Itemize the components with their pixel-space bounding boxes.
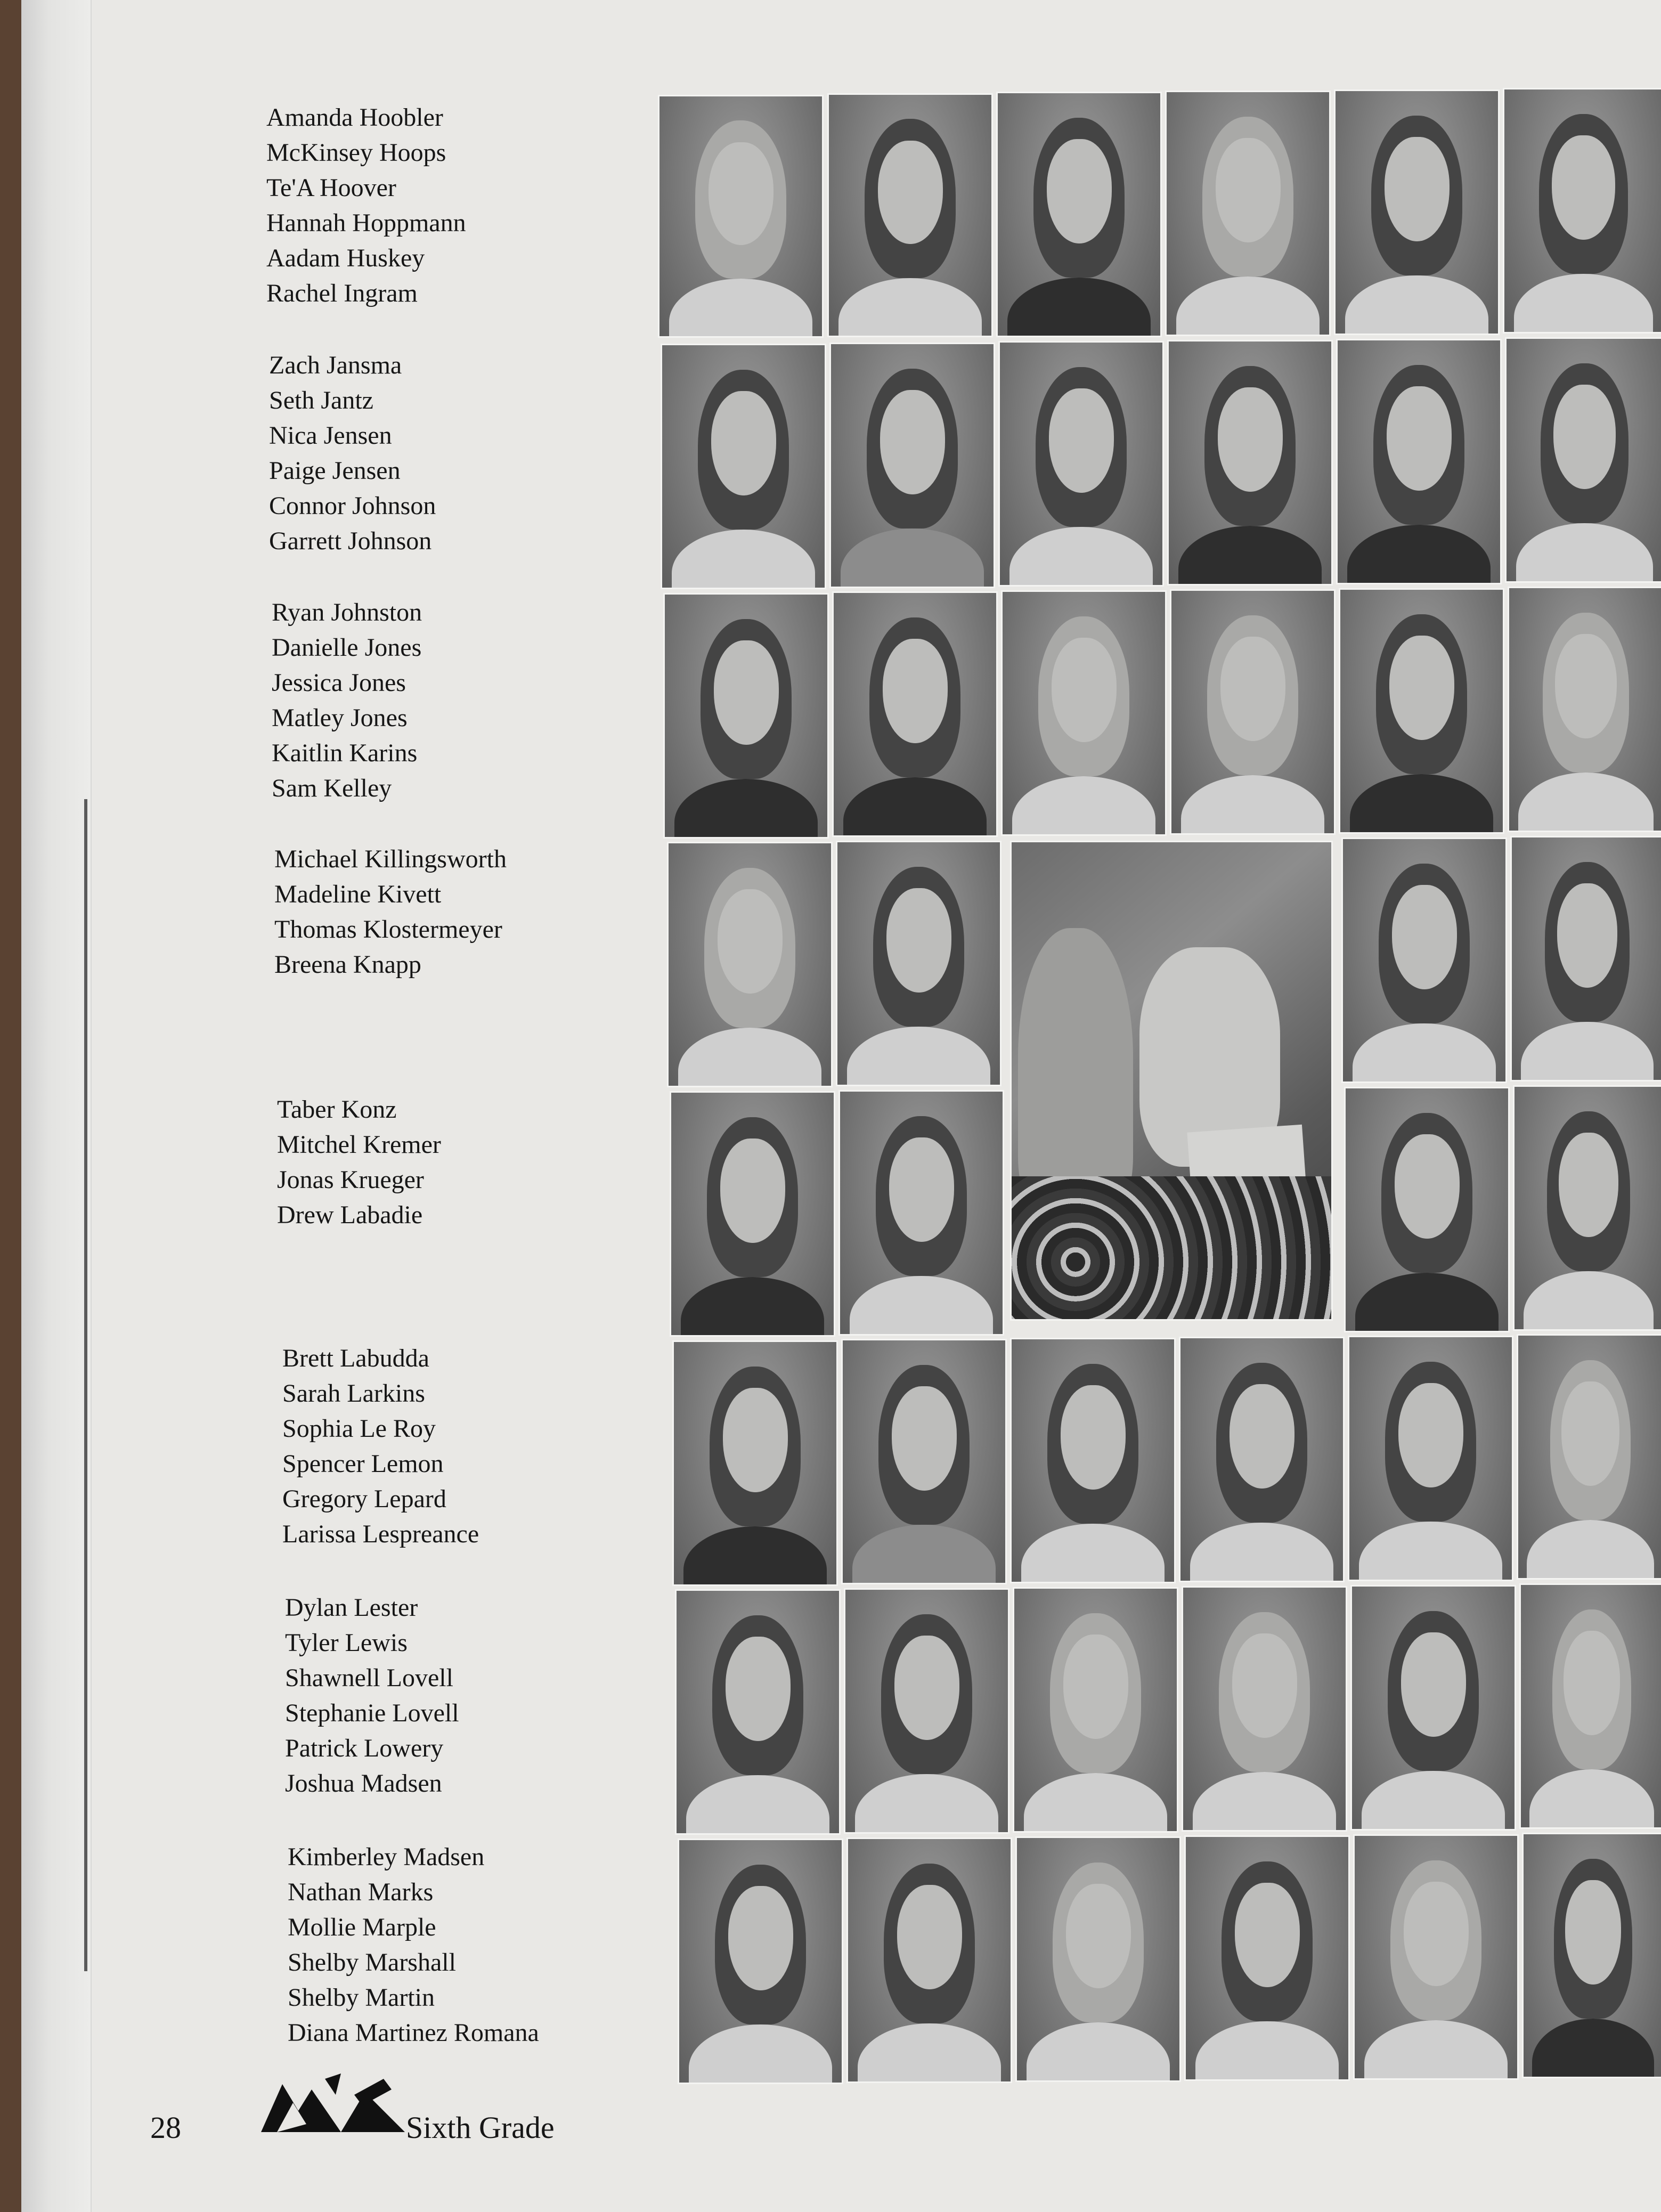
student-photo xyxy=(1336,339,1502,584)
student-name: Gregory Lepard xyxy=(282,1485,446,1513)
student-photo xyxy=(1513,1085,1661,1331)
student-photo xyxy=(1001,590,1167,836)
student-name: Taber Konz xyxy=(277,1095,397,1124)
student-photo xyxy=(996,92,1162,337)
student-name: Dylan Lester xyxy=(285,1593,418,1622)
student-photo xyxy=(1182,1586,1347,1832)
student-name: Joshua Madsen xyxy=(285,1769,442,1798)
student-name: Nica Jensen xyxy=(269,421,392,450)
student-photo xyxy=(1341,837,1507,1083)
student-photo xyxy=(836,841,1002,1086)
student-photo xyxy=(1010,1338,1176,1583)
student-photo xyxy=(846,1837,1012,2083)
student-photo xyxy=(1015,1836,1181,2082)
student-photo xyxy=(658,95,824,338)
student-photo xyxy=(672,1340,838,1586)
student-photo xyxy=(827,93,993,337)
student-photo xyxy=(1505,337,1661,583)
page-edge xyxy=(21,0,92,2212)
student-name: Kimberley Madsen xyxy=(288,1843,485,1871)
student-name: Aadam Huskey xyxy=(266,244,425,272)
student-name: Shawnell Lovell xyxy=(285,1664,453,1692)
student-photo xyxy=(1344,1087,1510,1332)
student-photo xyxy=(1339,588,1504,834)
student-photo xyxy=(1334,90,1500,335)
student-photo xyxy=(670,1091,835,1337)
student-photo xyxy=(838,1090,1004,1336)
student-name: Jessica Jones xyxy=(272,669,406,697)
student-photo xyxy=(1522,1833,1661,2078)
student-name: Brett Labudda xyxy=(282,1344,429,1372)
student-name: Rachel Ingram xyxy=(266,279,418,307)
student-photo xyxy=(1350,1585,1516,1831)
student-name: Shelby Marshall xyxy=(288,1948,456,1977)
page-number: 28 xyxy=(150,2110,181,2145)
student-photo xyxy=(1353,1834,1519,2080)
student-name: Stephanie Lovell xyxy=(285,1699,459,1727)
student-photo xyxy=(1170,589,1336,835)
student-name: Tyler Lewis xyxy=(285,1629,408,1657)
student-photo xyxy=(663,593,829,839)
student-name: Sarah Larkins xyxy=(282,1379,425,1408)
student-name: Matley Jones xyxy=(272,704,408,732)
student-name: Garrett Johnson xyxy=(269,527,432,555)
student-photo xyxy=(829,343,995,588)
student-name: Larissa Lespreance xyxy=(282,1520,479,1548)
student-photo xyxy=(1519,1583,1661,1829)
student-name: Drew Labadie xyxy=(277,1201,423,1229)
student-name: McKinsey Hoops xyxy=(266,139,446,167)
student-name: Zach Jansma xyxy=(269,351,402,379)
student-photo xyxy=(678,1839,843,2084)
student-photo xyxy=(1165,91,1331,336)
student-name: Danielle Jones xyxy=(272,633,422,662)
student-name: Sophia Le Roy xyxy=(282,1414,436,1443)
student-name: Madeline Kivett xyxy=(274,880,442,908)
student-photo xyxy=(1510,836,1661,1081)
student-name: Shelby Martin xyxy=(288,1983,435,2012)
student-name: Kaitlin Karins xyxy=(272,739,418,767)
student-name: Te'A Hoover xyxy=(266,174,396,202)
student-name: Seth Jantz xyxy=(269,386,373,414)
student-photo xyxy=(1503,88,1661,334)
student-photo xyxy=(675,1589,841,1835)
student-photo xyxy=(844,1588,1009,1834)
mountain-logo-icon xyxy=(261,2073,405,2137)
student-name: Mollie Marple xyxy=(288,1913,436,1941)
student-name: Hannah Hoppmann xyxy=(266,209,466,237)
student-name: Thomas Klostermeyer xyxy=(274,915,502,944)
student-name: Ryan Johnston xyxy=(272,598,422,627)
section-title: Sixth Grade xyxy=(406,2110,555,2145)
student-name: Patrick Lowery xyxy=(285,1734,444,1762)
student-name: Sam Kelley xyxy=(272,774,392,802)
student-name: Nathan Marks xyxy=(288,1878,434,1906)
student-photo xyxy=(661,344,826,589)
binding-line xyxy=(84,799,87,1971)
student-photo xyxy=(1517,1334,1661,1580)
student-name: Spencer Lemon xyxy=(282,1450,444,1478)
student-photo xyxy=(667,842,833,1087)
student-name: Connor Johnson xyxy=(269,492,436,520)
student-name: Amanda Hoobler xyxy=(266,103,443,132)
student-name: Jonas Krueger xyxy=(277,1166,424,1194)
student-name: Paige Jensen xyxy=(269,457,401,485)
student-photo xyxy=(998,341,1164,587)
student-photo xyxy=(1184,1835,1350,2081)
student-photo xyxy=(832,591,998,837)
student-name: Diana Martinez Romana xyxy=(288,2019,539,2047)
student-name: Michael Killingsworth xyxy=(274,845,507,873)
candid-class-photo xyxy=(1010,841,1333,1321)
student-photo xyxy=(1179,1337,1345,1582)
student-name: Mitchel Kremer xyxy=(277,1131,441,1159)
student-name: Breena Knapp xyxy=(274,950,421,979)
student-photo xyxy=(1013,1587,1178,1833)
student-photo xyxy=(841,1339,1007,1584)
student-photo xyxy=(1508,587,1661,832)
student-photo xyxy=(1167,340,1333,585)
student-photo xyxy=(1348,1336,1513,1581)
